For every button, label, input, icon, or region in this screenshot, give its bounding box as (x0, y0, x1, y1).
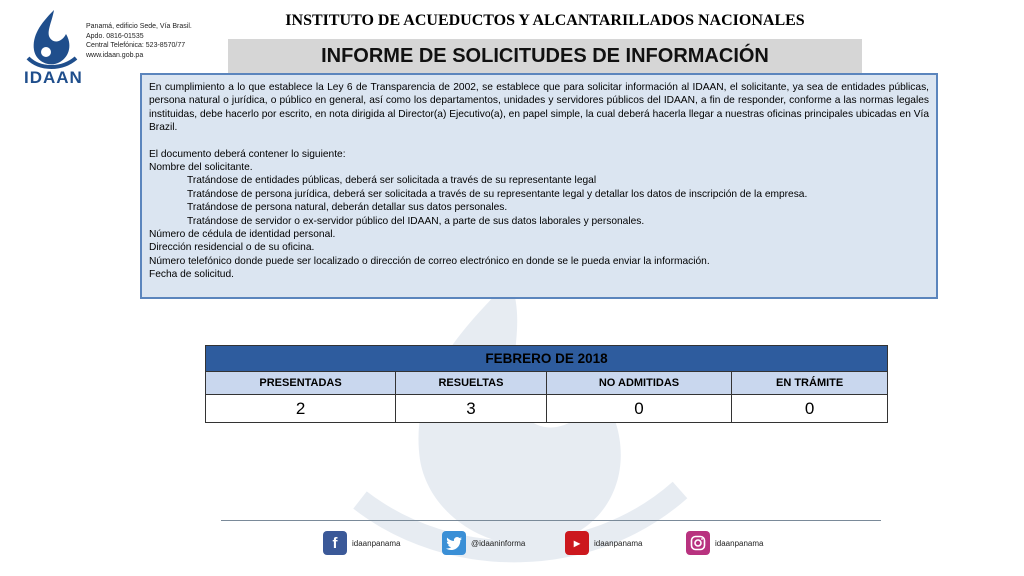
info-box (140, 73, 938, 299)
social-label[interactable]: idaanpanama (715, 538, 764, 548)
info-sub-item: Tratándose de persona jurídica, deberá ser solicitada a través de su representante legal y detallar los datos de inscripción de la empresa. (187, 188, 808, 200)
info-paragraph: En cumplimiento a lo que establece la Ley 6 de Transparencia de 2002, se establece que para solicitar información al IDAAN, el solicitante, ya sea de entidades públicas, persona natural o jurídica, o público en general, así como los departamentos, unidades y servidores públicos del IDAAN, a fin de responder, conforme a las normas legales instituidas, debe hacerlo por escrito, en nota dirigida al Director(a) Ejecutivo(a), en papel simple, la cual deberá hacerla llegar a nuestras oficinas principales ubicadas en Vía Brazil. (149, 82, 929, 134)
column-header: NO ADMITIDAS (546, 372, 731, 395)
column-header: RESUELTAS (396, 372, 547, 395)
facebook-link[interactable] (323, 531, 400, 555)
column-header: PRESENTADAS (206, 372, 396, 395)
info-item: Dirección residencial o de su oficina. (149, 242, 315, 254)
column-header: EN TRÁMITE (732, 372, 888, 395)
info-intro: El documento deberá contener lo siguiente: (149, 148, 346, 160)
social-label[interactable]: @idaaninforma (471, 538, 526, 548)
website-link[interactable]: www.idaan.gob.pa (86, 51, 144, 59)
value-cell: 2 (206, 395, 396, 423)
stats-table (205, 345, 888, 423)
info-item: Número de cédula de identidad personal. (149, 229, 336, 241)
value-cell: 0 (732, 395, 888, 423)
institution-title: INSTITUTO DE ACUEDUCTOS Y ALCANTARILLADOS NACIONALES (285, 12, 805, 29)
address-line: Apdo. 0816-01535 (86, 32, 144, 40)
youtube-icon[interactable]: ▶ (565, 531, 589, 555)
report-title-bar (228, 39, 862, 73)
footer-divider (221, 520, 881, 521)
report-title: INFORME DE SOLICITUDES DE INFORMACIÓN (321, 44, 769, 67)
social-label[interactable]: idaanpanama (352, 538, 401, 548)
youtube-link[interactable] (565, 531, 642, 555)
twitter-link[interactable] (442, 531, 525, 555)
month-header (206, 346, 888, 372)
month-label: FEBRERO DE 2018 (485, 351, 608, 366)
info-item: Fecha de solicitud. (149, 269, 234, 281)
info-sub-item: Tratándose de persona natural, deberán detallar sus datos personales. (187, 202, 508, 214)
info-item: Nombre del solicitante. (149, 162, 253, 174)
address-block (86, 22, 192, 60)
value-cell: 3 (396, 395, 547, 423)
address-line: Panamá, edificio Sede, Vía Brasil. (86, 23, 192, 30)
info-sub-item: Tratándose de entidades públicas, deberá ser solicitada a través de su representante legal (187, 175, 597, 187)
facebook-icon[interactable]: f (323, 531, 347, 555)
info-item: Número telefónico donde puede ser localizado o dirección de correo electrónico en donde se le pueda enviar la información. (149, 255, 710, 267)
instagram-icon[interactable] (686, 531, 710, 555)
twitter-icon[interactable] (442, 531, 466, 555)
logo-text: IDAAN (24, 68, 83, 87)
value-cell: 0 (546, 395, 731, 423)
social-label[interactable]: idaanpanama (594, 538, 643, 548)
instagram-link[interactable] (686, 531, 763, 555)
address-line: Central Telefónica: 523-8570/77 (86, 42, 186, 49)
info-sub-item: Tratándose de servidor o ex-servidor público del IDAAN, a parte de sus datos laborales y personales. (187, 215, 645, 227)
